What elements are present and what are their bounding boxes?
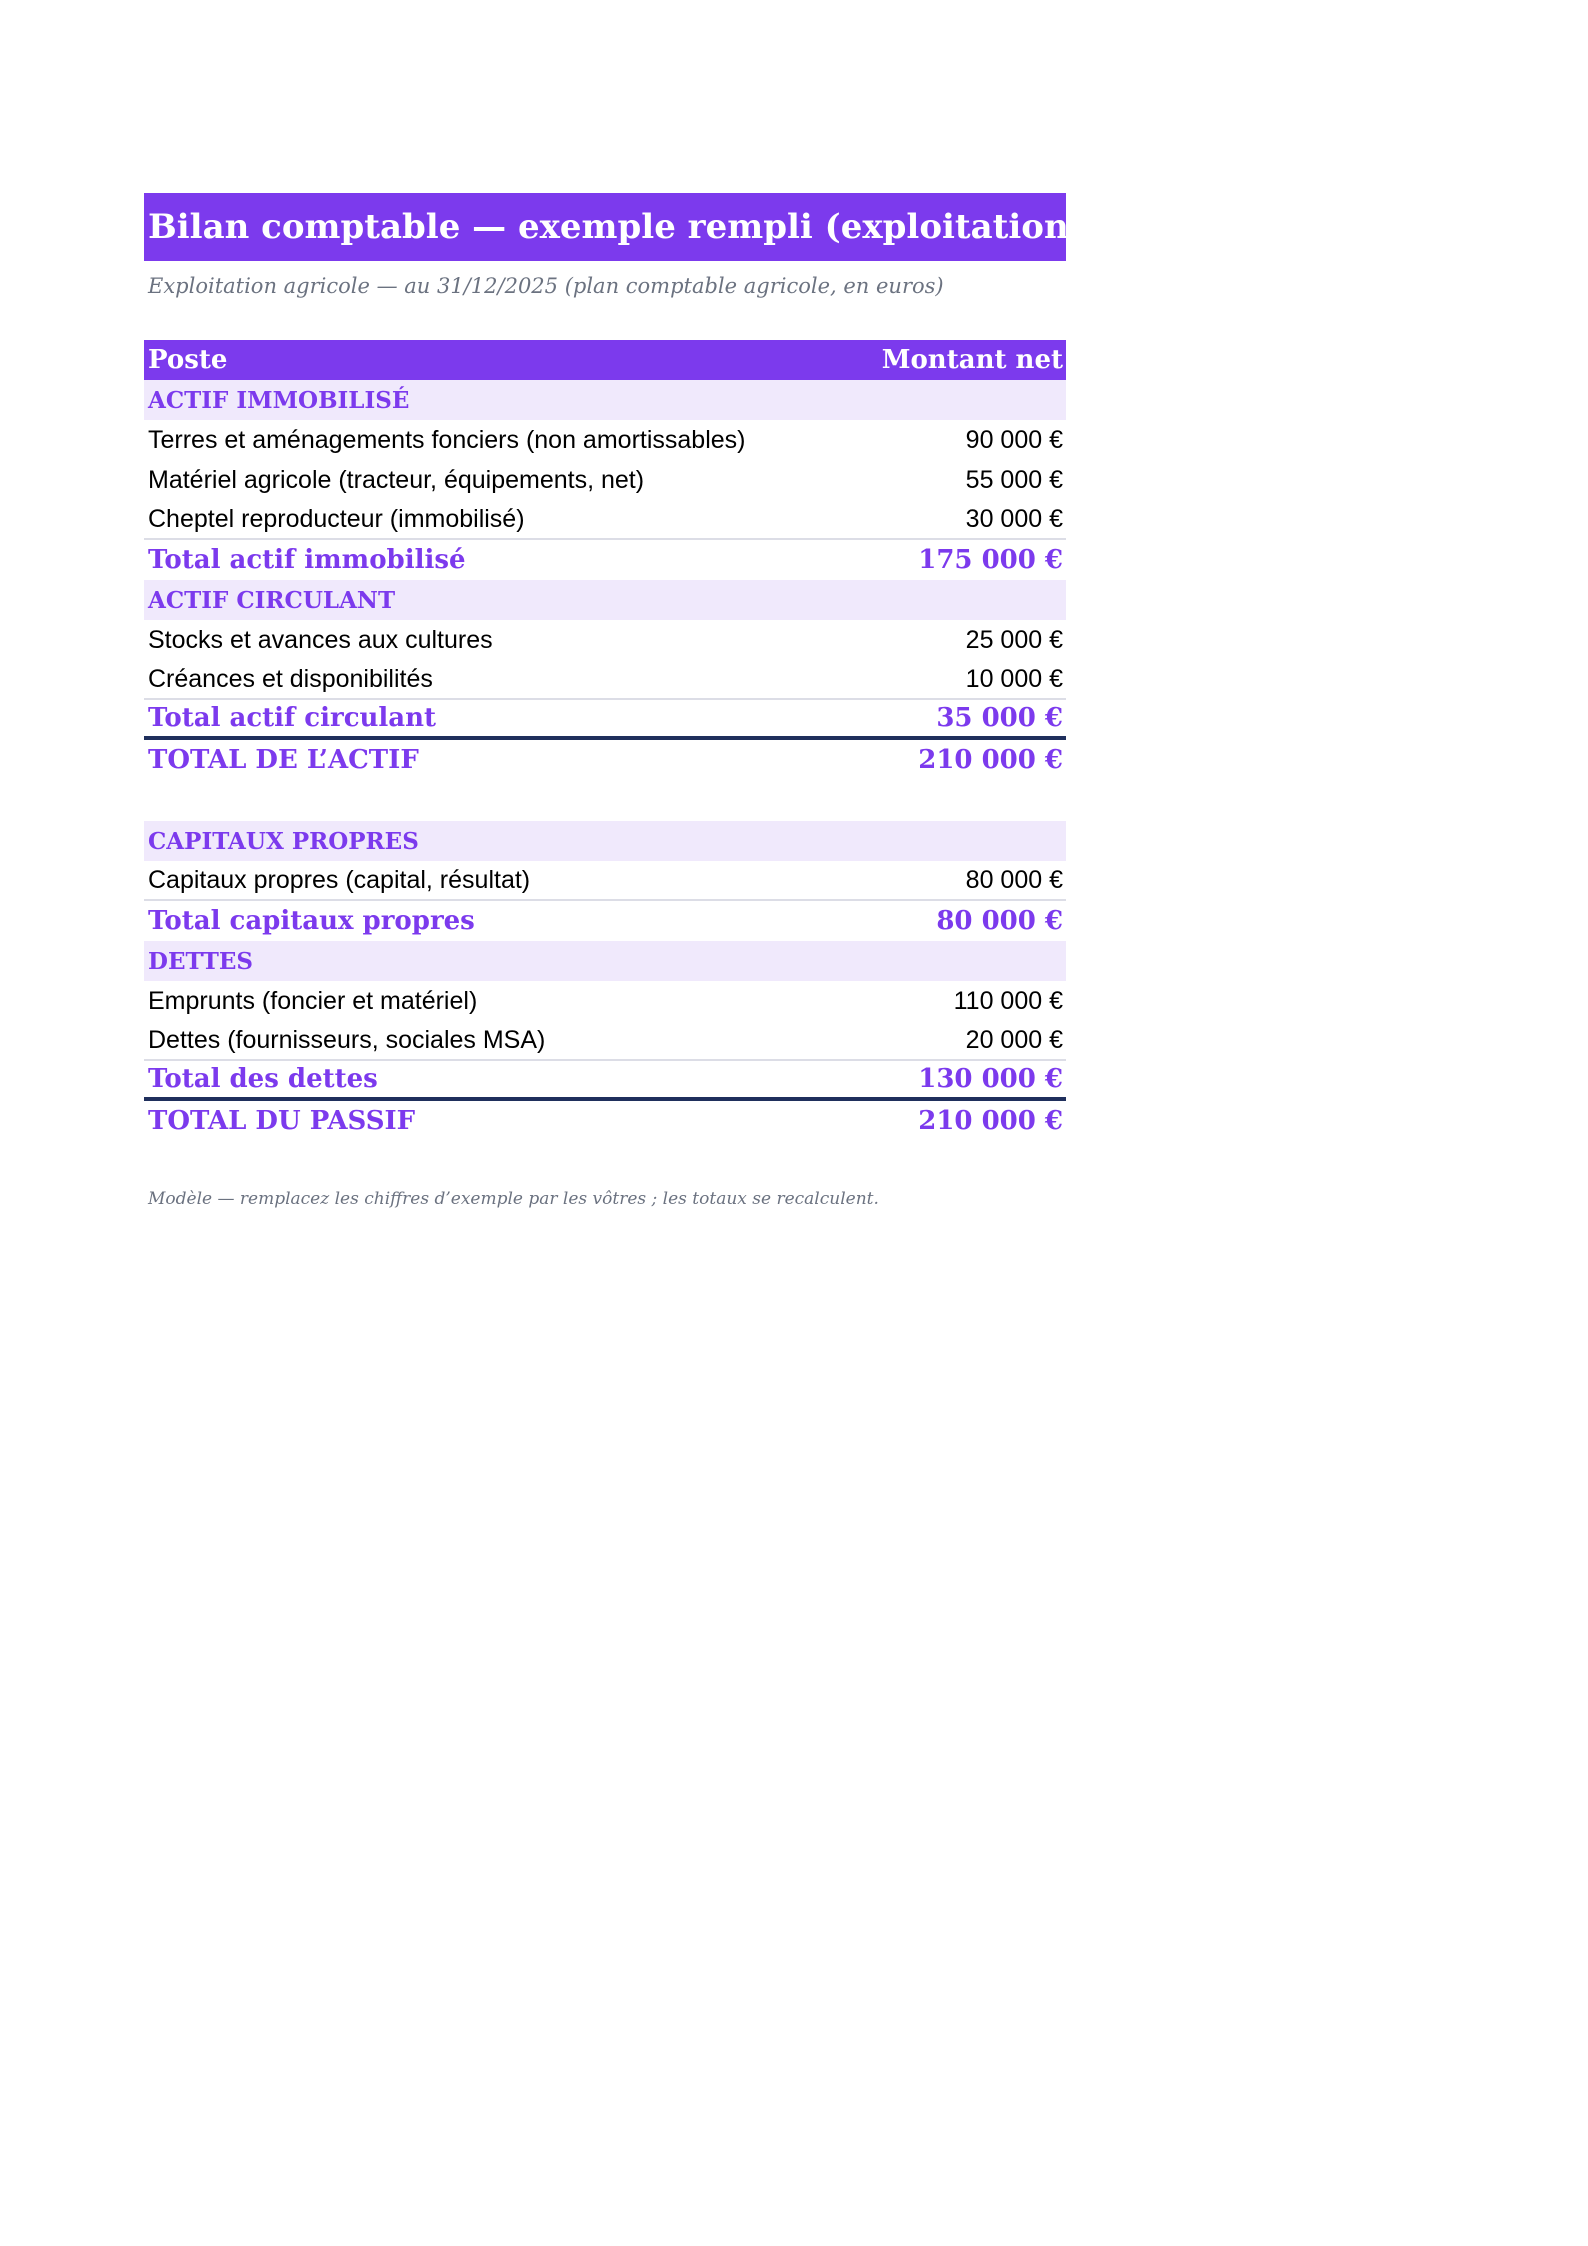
grand-total-value: 210 000 € <box>918 1106 1063 1136</box>
total-value: 130 000 € <box>918 1064 1063 1094</box>
sheet-title: Bilan comptable — exemple rempli (exploitation agricole) <box>144 193 1066 261</box>
total-label: Total des dettes <box>148 1064 378 1094</box>
sheet-subtitle: Exploitation agricole — au 31/12/2025 (plan comptable agricole, en euros) <box>148 274 944 298</box>
grand-total-passif <box>144 1101 1066 1141</box>
section-heading: ACTIF IMMOBILISÉ <box>148 386 410 414</box>
row-label: Cheptel reproducteur (immobilisé) <box>148 504 525 533</box>
total-dettes <box>144 1061 1066 1101</box>
footnote: Modèle — remplacez les chiffres d’exemple par les vôtres ; les totaux se recalculent. <box>148 1189 879 1209</box>
row-label: Créances et disponibilités <box>148 664 433 693</box>
grand-total-value: 210 000 € <box>918 745 1063 775</box>
table-row <box>144 861 1066 901</box>
row-value: 10 000 € <box>965 664 1063 693</box>
grand-total-label: TOTAL DE L’ACTIF <box>148 745 419 775</box>
row-value: 110 000 € <box>953 986 1063 1015</box>
total-capitaux-propres <box>144 901 1066 941</box>
row-label: Matériel agricole (tracteur, équipements, net) <box>148 465 645 494</box>
total-value: 175 000 € <box>918 545 1063 575</box>
row-label: Emprunts (foncier et matériel) <box>148 986 478 1015</box>
row-value: 55 000 € <box>965 465 1063 494</box>
header-poste: Poste <box>148 345 228 375</box>
table-row <box>144 620 1066 660</box>
row-value: 90 000 € <box>965 425 1063 454</box>
section-capitaux-propres <box>144 821 1066 861</box>
balance-table <box>144 340 1066 1141</box>
table-row <box>144 420 1066 460</box>
table-row <box>144 660 1066 700</box>
row-value: 25 000 € <box>965 625 1063 654</box>
section-heading: DETTES <box>148 947 254 975</box>
table-row <box>144 981 1066 1021</box>
row-label: Capitaux propres (capital, résultat) <box>148 865 531 894</box>
row-value: 30 000 € <box>965 504 1063 533</box>
grand-total-actif <box>144 740 1066 780</box>
total-actif-circulant <box>144 700 1066 740</box>
balance-sheet <box>144 193 1252 1209</box>
header-montant: Montant net <box>881 345 1063 375</box>
total-actif-immobilise <box>144 540 1066 580</box>
total-label: Total actif circulant <box>148 703 437 733</box>
section-heading: CAPITAUX PROPRES <box>148 827 419 855</box>
section-actif-circulant <box>144 580 1066 620</box>
total-value: 35 000 € <box>936 703 1063 733</box>
total-value: 80 000 € <box>936 906 1063 936</box>
row-label: Stocks et avances aux cultures <box>148 625 493 654</box>
section-dettes <box>144 941 1066 981</box>
row-label: Terres et aménagements fonciers (non amortissables) <box>148 425 746 454</box>
table-row <box>144 1021 1066 1061</box>
section-actif-immobilise <box>144 380 1066 420</box>
grand-total-label: TOTAL DU PASSIF <box>148 1106 416 1136</box>
table-header <box>144 340 1066 380</box>
total-label: Total capitaux propres <box>148 906 475 936</box>
table-row <box>144 460 1066 500</box>
row-label: Dettes (fournisseurs, sociales MSA) <box>148 1025 546 1054</box>
row-value: 80 000 € <box>965 865 1063 894</box>
table-row <box>144 500 1066 540</box>
row-value: 20 000 € <box>965 1025 1063 1054</box>
total-label: Total actif immobilisé <box>148 545 466 575</box>
section-heading: ACTIF CIRCULANT <box>148 586 396 614</box>
